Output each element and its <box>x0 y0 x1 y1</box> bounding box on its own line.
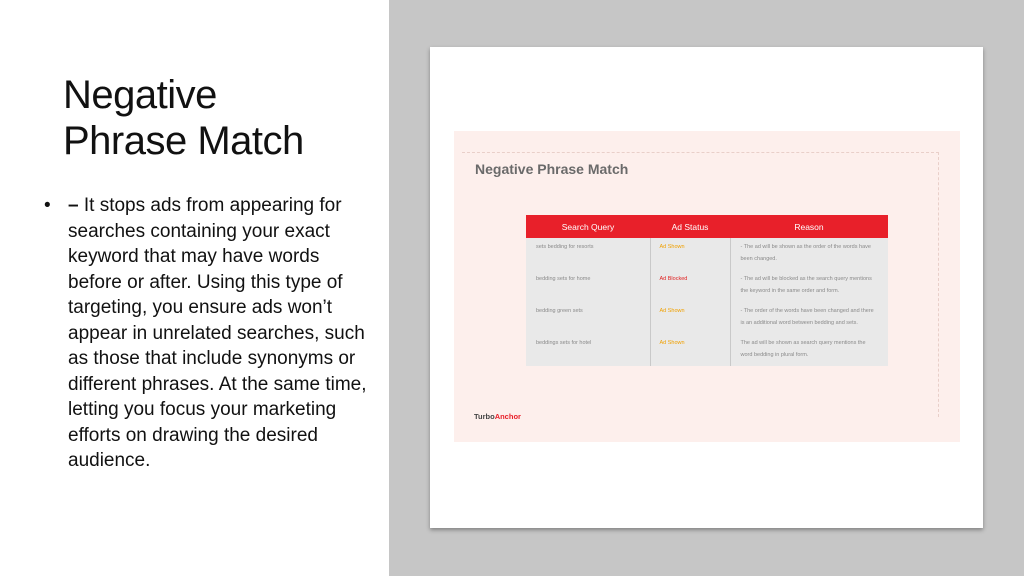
cell-query: sets bedding for resorts <box>536 244 594 250</box>
cell-query: bedding sets for home <box>536 276 591 282</box>
figure-panel <box>454 131 960 442</box>
logo-text-turbo: Turbo <box>474 412 495 421</box>
bullet-text: It stops ads from appearing for searches containing your exact keyword that may have words before or after. Using this type of targeting, you ensure ads won’t appear in unrelated searches, such as those that include synonyms or different phrases. At the same time, letting you focus your marketing efforts on drawing the desired audience. <box>68 195 367 471</box>
slide-title <box>63 72 383 164</box>
slide-title-line-2: Phrase Match <box>63 119 304 163</box>
cell-status: Ad Blocked <box>650 270 730 302</box>
figure-frame <box>430 47 983 528</box>
table-row <box>526 334 888 366</box>
bullet-list <box>44 193 374 474</box>
figure-title: Negative Phrase Match <box>475 161 629 177</box>
cell-status: Ad Shown <box>650 302 730 334</box>
cell-query: beddings sets for hotel <box>536 340 592 346</box>
logo-text-anchor: Anchor <box>494 412 521 421</box>
bullet-item <box>44 193 374 474</box>
cell-reason: - The ad will be shown as the order of the words have been changed. <box>740 244 871 262</box>
table-header-row <box>526 215 888 238</box>
table-row <box>526 238 888 270</box>
header-reason: Reason <box>730 215 888 238</box>
bullet-dash: – <box>68 195 79 216</box>
header-ad-status: Ad Status <box>650 215 730 238</box>
cell-reason: - The ad will be blocked as the search query mentions the keyword in the same order and form. <box>740 276 872 294</box>
cell-reason: - The order of the words have been changed and there is an additional word between bedding and sets. <box>740 308 874 326</box>
table-row <box>526 302 888 334</box>
turboanchor-logo <box>474 412 521 421</box>
table-row <box>526 270 888 302</box>
header-search-query: Search Query <box>526 215 650 238</box>
cell-query: bedding green sets <box>536 308 583 314</box>
slide-title-line-1: Negative <box>63 73 217 117</box>
text-pane <box>0 0 389 576</box>
cell-status: Ad Shown <box>650 334 730 366</box>
bullet-marker: • <box>44 195 51 216</box>
phrase-match-table <box>526 215 888 366</box>
cell-status: Ad Shown <box>650 238 730 270</box>
cell-reason: The ad will be shown as search query mentions the word bedding in plural form. <box>740 340 866 358</box>
